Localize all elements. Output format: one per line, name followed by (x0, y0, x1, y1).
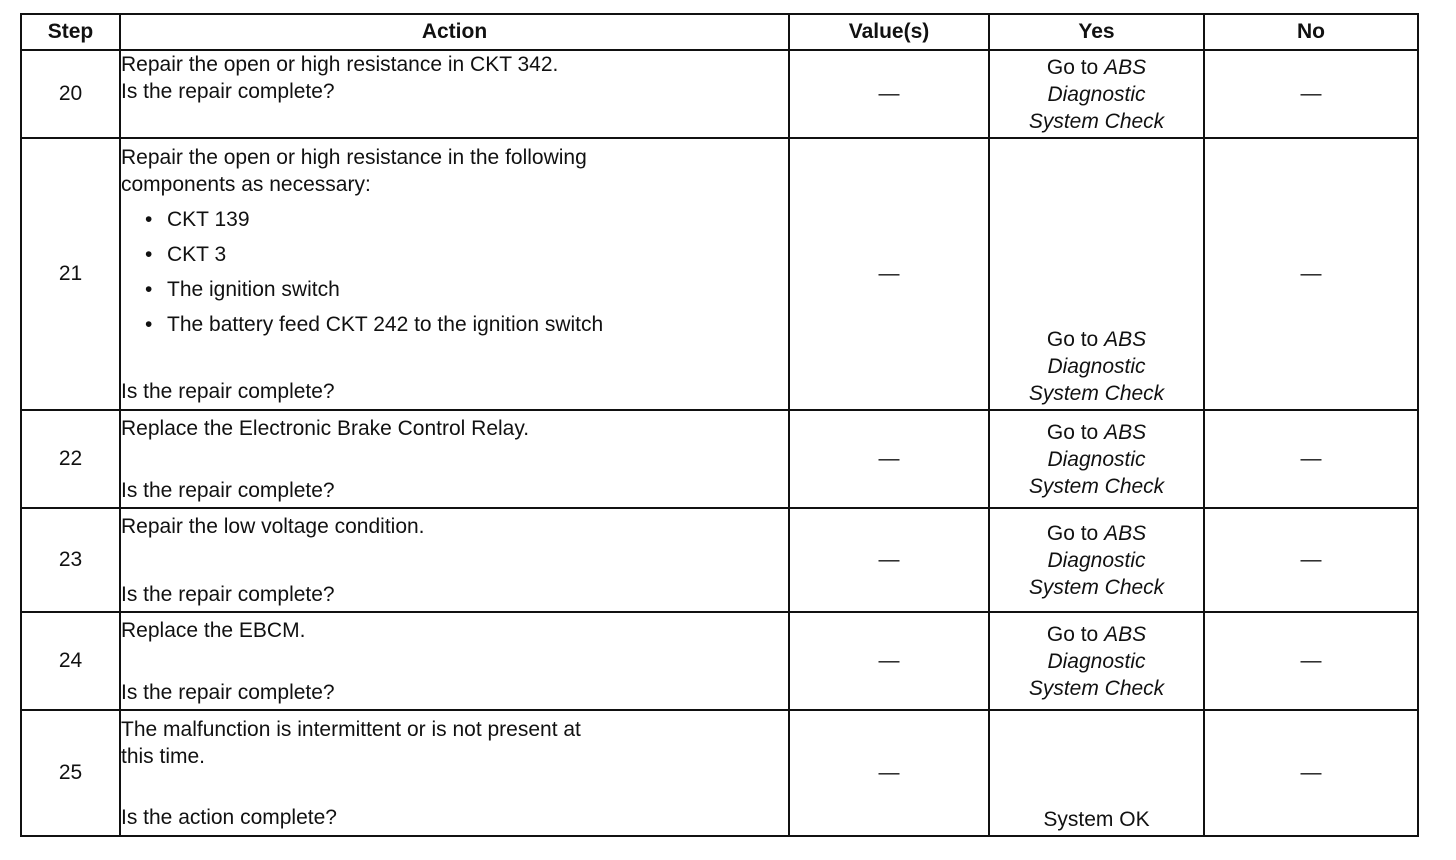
list-item: • The ignition switch (145, 277, 340, 301)
action-question: Is the repair complete? (121, 478, 335, 502)
action-question: Is the repair complete? (121, 680, 335, 704)
table-row-step-24 (21, 612, 1418, 710)
list-item: • CKT 3 (145, 242, 227, 266)
yes-cell (989, 508, 1204, 612)
yes-abs-link[interactable]: ABS (1104, 328, 1147, 351)
table-row-step-23 (21, 508, 1418, 612)
yes-diagnostic-link[interactable]: Diagnostic (1047, 355, 1146, 378)
header-values: Value(s) (789, 14, 989, 50)
value-cell: — (789, 612, 989, 710)
yes-system-check-link[interactable]: System Check (1028, 676, 1165, 700)
table-row-step-21 (21, 138, 1418, 410)
yes-abs-link[interactable]: ABS (1104, 420, 1147, 444)
action-text: Repair the open or high resistance in the following (121, 145, 587, 169)
step-number: 24 (21, 612, 120, 710)
yes-go-to: Go to (1046, 622, 1099, 646)
value-cell: — (789, 710, 989, 836)
diagnostic-table (20, 13, 1419, 837)
value-cell: — (789, 508, 989, 612)
component-list (121, 202, 788, 342)
yes-diagnostic-link[interactable]: Diagnostic (1047, 649, 1146, 673)
action-text: The malfunction is intermittent or is not present at (121, 717, 581, 741)
step-number: 25 (21, 710, 120, 836)
header-no: No (1204, 14, 1418, 50)
no-cell: — (1204, 410, 1418, 508)
list-item-text: CKT 3 (167, 242, 227, 266)
action-cell (120, 410, 789, 508)
action-text: Repair the open or high resistance in CKT 342. (121, 53, 559, 76)
action-cell (120, 710, 789, 836)
list-item-text: The ignition switch (167, 277, 340, 301)
yes-system-check-link[interactable]: System Check (1028, 109, 1165, 133)
action-text: Replace the EBCM. (121, 618, 306, 642)
action-cell (120, 50, 789, 138)
no-cell: — (1204, 50, 1418, 138)
table-row-step-25 (21, 710, 1418, 836)
list-item: • CKT 139 (145, 207, 250, 231)
table-row-step-22 (21, 410, 1418, 508)
yes-cell (989, 138, 1204, 410)
action-text: Repair the low voltage condition. (121, 514, 425, 538)
yes-system-check-link[interactable]: System Check (1028, 474, 1165, 498)
value-cell: — (789, 138, 989, 410)
yes-system-check-link[interactable]: System Check (1028, 575, 1165, 599)
step-number: 23 (21, 508, 120, 612)
no-cell: — (1204, 612, 1418, 710)
yes-abs-link[interactable]: ABS (1104, 55, 1147, 79)
action-question: Is the action complete? (121, 805, 337, 829)
yes-go-to: Go to (1046, 328, 1099, 351)
table-row-step-20 (21, 50, 1418, 138)
yes-abs-link[interactable]: ABS (1104, 521, 1147, 545)
yes-diagnostic-link[interactable]: Diagnostic (1047, 548, 1146, 572)
step-number: 20 (21, 50, 120, 138)
action-text: components as necessary: (121, 172, 371, 196)
yes-cell (989, 710, 1204, 836)
header-row (21, 14, 1418, 50)
no-cell: — (1204, 710, 1418, 836)
action-question: Is the repair complete? (121, 379, 335, 403)
list-item-text: The battery feed CKT 242 to the ignition switch (167, 312, 604, 336)
action-text: this time. (121, 744, 206, 768)
action-question: Is the repair complete? (121, 582, 335, 606)
yes-system-check-link[interactable]: System Check (1028, 382, 1165, 405)
action-text: Replace the Electronic Brake Control Relay. (121, 416, 530, 440)
list-item-text: CKT 139 (167, 207, 250, 231)
yes-go-to: Go to (1046, 420, 1099, 444)
yes-diagnostic-link[interactable]: Diagnostic (1047, 82, 1146, 106)
step-number: 21 (21, 138, 120, 410)
yes-cell (989, 612, 1204, 710)
yes-cell (989, 410, 1204, 508)
header-step: Step (21, 14, 120, 50)
header-yes: Yes (989, 14, 1204, 50)
no-cell: — (1204, 138, 1418, 410)
yes-cell (989, 50, 1204, 138)
action-cell (120, 612, 789, 710)
action-cell (120, 508, 789, 612)
header-action: Action (120, 14, 789, 50)
value-cell: — (789, 50, 989, 138)
yes-go-to: Go to (1046, 521, 1099, 545)
yes-diagnostic-link[interactable]: Diagnostic (1047, 447, 1146, 471)
yes-system-ok: System OK (1043, 808, 1150, 831)
action-cell (120, 138, 789, 410)
step-number: 22 (21, 410, 120, 508)
value-cell: — (789, 410, 989, 508)
action-question: Is the repair complete? (121, 80, 335, 103)
yes-go-to: Go to (1046, 55, 1099, 79)
no-cell: — (1204, 508, 1418, 612)
list-item: • The battery feed CKT 242 to the ignition switch (145, 312, 604, 336)
yes-abs-link[interactable]: ABS (1104, 622, 1147, 646)
